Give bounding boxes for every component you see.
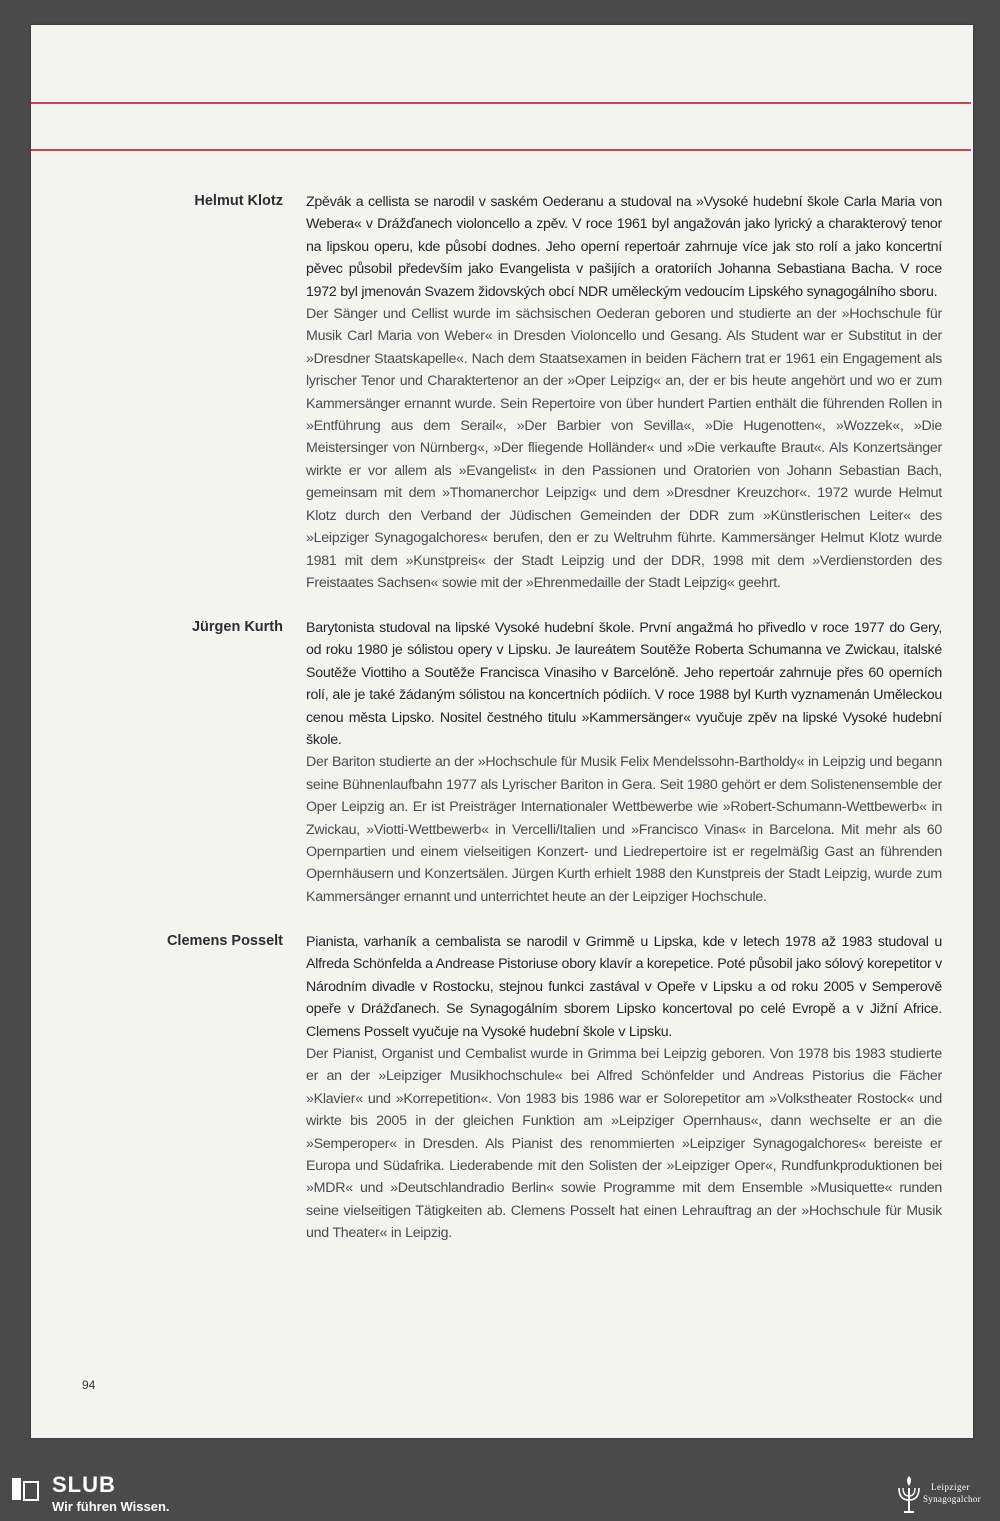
viewer-footer bbox=[0, 1470, 1000, 1521]
biography-text bbox=[306, 617, 942, 908]
biography-czech: Pianista, varhaník a cembalista se narodil v Grimmě u Lipska, kde v letech 1978 až 1983 studoval u Alfreda Schönfelda a Andrease Pistoriuse obory klavír a korepetice. Poté působil jako sólový korepetitor v Národním divadle v Rostocku, stejnou funkci zastával v Opeře v Lipsku a od roku 2005 v Semperově opeře v Drážďanech. Se Synagogálním sborem Lipsko koncertoval po celé Evropě a v Jižní Africe. Clemens Posselt vyučuje na Vysoké hudební škole v Lipsku. bbox=[306, 934, 942, 1040]
slub-title: SLUB bbox=[52, 1472, 116, 1497]
person-name: Helmut Klotz bbox=[194, 193, 283, 209]
top-red-rule bbox=[31, 102, 971, 104]
page-number: 94 bbox=[82, 1378, 96, 1392]
biography-german: Der Pianist, Organist und Cembalist wurde in Grimma bei Leipzig geboren. Von 1978 bis 1983 studierte er an der »Leipziger Musikhochschule« bei Alfred Schönfelder und Andreas Pistorius die Fächer »Klavier« und »Korrepetition«. Von 1983 bis 1986 war er Solorepetitor am »Volkstheater Rostock« und wirkte bis 2005 in der gleichen Funktion am »Leipziger Opernhaus«, dann wechselte er an die »Semperoper« in Dresden. Als Pianist des renommierten »Leipziger Synagogalchores« bereiste er Europa und Südafrika. Liederabende mit den Solisten der »Leipziger Oper«, Rundfunkproduktionen bei »MDR« und »Deutschlandradio Berlin« sowie Programme mit dem Ensemble »Musiquette« runden seine vielseitigen Tätigkeiten ab. Clemens Posselt hat einen Lehrauftrag an der »Hochschule für Musik und Theater« in Leipzig. bbox=[306, 1046, 942, 1242]
biography-german: Der Sänger und Cellist wurde im sächsischen Oederan geboren und studierte an der »Hochschule für Musik Carl Maria von Weber« in Dresden Violoncello und Gesang. Als Student war er Substitut in der »Dresdner Staatskapelle«. Nach dem Staatsexamen in beiden Fächern trat er 1961 ein Engagement als lyrischer Tenor und Charaktertenor an der »Oper Leipzig« an, der er bis heute angehört und wo er zum Kammersänger ernannt wurde. Sein Repertoire von über hundert Partien enthält die führenden Rollen in »Entführung aus dem Serail«, »Der Barbier von Sevilla«, »Die Hugenotten«, »Wozzek«, »Die Meistersinger von Nürnberg«, »Der fliegende Holländer« und »Die verkaufte Braut«. Als Konzertsänger wirkte er vor allem als »Evangelist« in den Passionen und Oratorien von Johann Sebastian Bach, gemeinsam mit dem »Thomanerchor Leipzig« und dem »Dresdner Kreuzchor«. 1972 wurde Helmut Klotz durch den Verband der Jüdischen Gemeinden der DDR zum »Künstlerischen Leiter« des »Leipziger Synagogalchores« berufen, den er zu Weltruhm führte. Kammersänger Helmut Klotz wurde 1981 mit dem »Kunstpreis« der Stadt Leipzig und der DDR, 1998 mit dem »Verdienstorden des Freistaates Sachsen« sowie mit der »Ehrenmedaille der Stadt Leipzig« geehrt. bbox=[306, 306, 942, 591]
choir-name-line2: Synagogalchor bbox=[923, 1494, 981, 1504]
menorah-icon bbox=[895, 1474, 923, 1514]
document-page bbox=[31, 25, 973, 1438]
biography-czech: Zpěvák a cellista se narodil v saském Oederanu a studoval na »Vysoké hudební škole Carla Maria von Webera« v Drážďanech violoncello a zpěv. V roce 1961 byl angažován jako lyrický a charakterový tenor na lipskou operu, kde působí dodnes. Jeho operní repertoár zahrnuje více jak sto rolí a jako koncertní pěvec působil především jako Evangelista v pašijích a oratoriích Johanna Sebastiana Bacha. V roce 1972 byl jmenován Svazem židovských obcí NDR uměleckým vedoucím Lipského synagogálního sboru. bbox=[306, 194, 942, 300]
choir-logo bbox=[895, 1474, 995, 1518]
book-icon bbox=[10, 1476, 40, 1502]
second-red-rule bbox=[31, 149, 971, 151]
biography-german: Der Bariton studierte an der »Hochschule für Musik Felix Mendelssohn-Bartholdy« in Leipzig und begann seine Bühnenlaufbahn 1977 als Lyrischer Bariton in Gera. Seit 1980 gehört er dem Solistenensemble der Oper Leipzig an. Er ist Preisträger Internationaler Wettbewerbe wie »Robert-Schumann-Wettbewerb« in Zwickau, »Viotti-Wettbewerb« in Vercelli/Italien und »Francisco Vinas« in Barcelona. Mit mehr als 60 Opernpartien und einem vielseitigen Konzert- und Liedrepertoire ist er regelmäßig Gast an führenden Opernhäusern und Konzertsälen. Jürgen Kurth erhielt 1988 den Kunstpreis der Stadt Leipzig, wurde zum Kammersänger ernannt und unterrichtet heute an der Leipziger Hochschule. bbox=[306, 754, 942, 905]
biography-text bbox=[306, 931, 942, 1245]
biography-czech: Barytonista studoval na lipské Vysoké hudební škole. První angažmá ho přivedlo v roce 1977 do Gery, od roku 1980 je sólistou opery v Lipsku. Je laureátem Soutěže Roberta Schumanna ve Zwickau, italské Soutěže Viottiho a Soutěže Francisca Vinasiho v Barcelóně. Jeho repertoár zahrnuje přes 60 operních rolí, ale je také žádaným sólistou na koncertních pódiích. V roce 1988 byl Kurth vyznamenán Uměleckou cenou města Lipsko. Nositel čestného titulu »Kammersänger« vyučuje zpěv na lipské Vysoké hudební škole. bbox=[306, 620, 942, 749]
person-name: Jürgen Kurth bbox=[191, 619, 283, 635]
slub-logo-link[interactable] bbox=[10, 1472, 170, 1518]
choir-name-line1: Leipziger bbox=[931, 1482, 970, 1492]
person-name: Clemens Posselt bbox=[166, 933, 283, 949]
slub-tagline: Wir führen Wissen. bbox=[52, 1499, 170, 1514]
biography-text bbox=[306, 191, 942, 594]
